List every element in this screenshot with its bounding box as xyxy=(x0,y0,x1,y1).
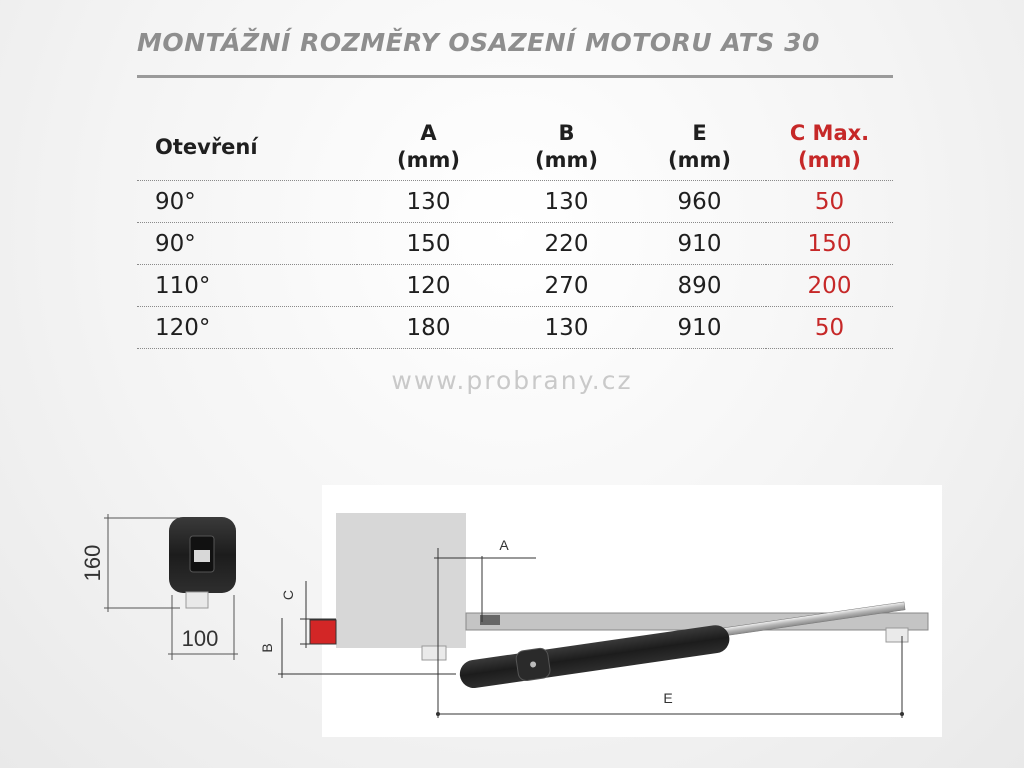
rear-bracket xyxy=(422,646,446,660)
cell-c-max: 50 xyxy=(766,307,893,349)
header-a: A (mm) xyxy=(397,121,460,172)
cell-e: 910 xyxy=(633,307,766,349)
header-e: E (mm) xyxy=(668,121,731,172)
cell-opening: 90° xyxy=(137,181,357,223)
header-b: B (mm) xyxy=(535,121,598,172)
cell-a: 150 xyxy=(357,223,500,265)
cell-e: 890 xyxy=(633,265,766,307)
c-max-offset-marker xyxy=(310,620,336,644)
header-c-max: C Max. (mm) xyxy=(789,121,870,172)
cell-e: 910 xyxy=(633,223,766,265)
cell-c-max: 50 xyxy=(766,181,893,223)
front-bracket xyxy=(886,628,908,642)
cell-b: 270 xyxy=(500,265,633,307)
cell-b: 220 xyxy=(500,223,633,265)
cell-opening: 110° xyxy=(137,265,357,307)
dimension-label-c: C xyxy=(280,589,296,601)
header-opening: Otevření xyxy=(155,134,258,159)
motor-bracket xyxy=(186,592,208,608)
page-title: MONTÁŽNÍ ROZMĚRY OSAZENÍ MOTORU ATS 30 xyxy=(137,28,820,57)
cell-opening: 120° xyxy=(137,307,357,349)
cell-a: 180 xyxy=(357,307,500,349)
cell-b: 130 xyxy=(500,181,633,223)
height-dimension-label: 160 xyxy=(80,544,105,582)
cell-a: 130 xyxy=(357,181,500,223)
cell-b: 130 xyxy=(500,307,633,349)
cell-c-max: 150 xyxy=(766,223,893,265)
dimension-label-b: B xyxy=(259,643,275,653)
cell-e: 960 xyxy=(633,181,766,223)
installation-side-view xyxy=(259,485,942,737)
cell-a: 120 xyxy=(357,265,500,307)
width-dimension-label: 100 xyxy=(181,626,219,651)
website-watermark: www.probrany.cz xyxy=(391,366,633,395)
cell-opening: 90° xyxy=(137,223,357,265)
gate-hinge xyxy=(480,615,500,625)
motor-end-view xyxy=(80,514,238,660)
dimension-label-a: A xyxy=(499,537,509,553)
gate-pillar xyxy=(336,513,466,648)
cell-c-max: 200 xyxy=(766,265,893,307)
dimension-label-e: E xyxy=(663,690,673,706)
